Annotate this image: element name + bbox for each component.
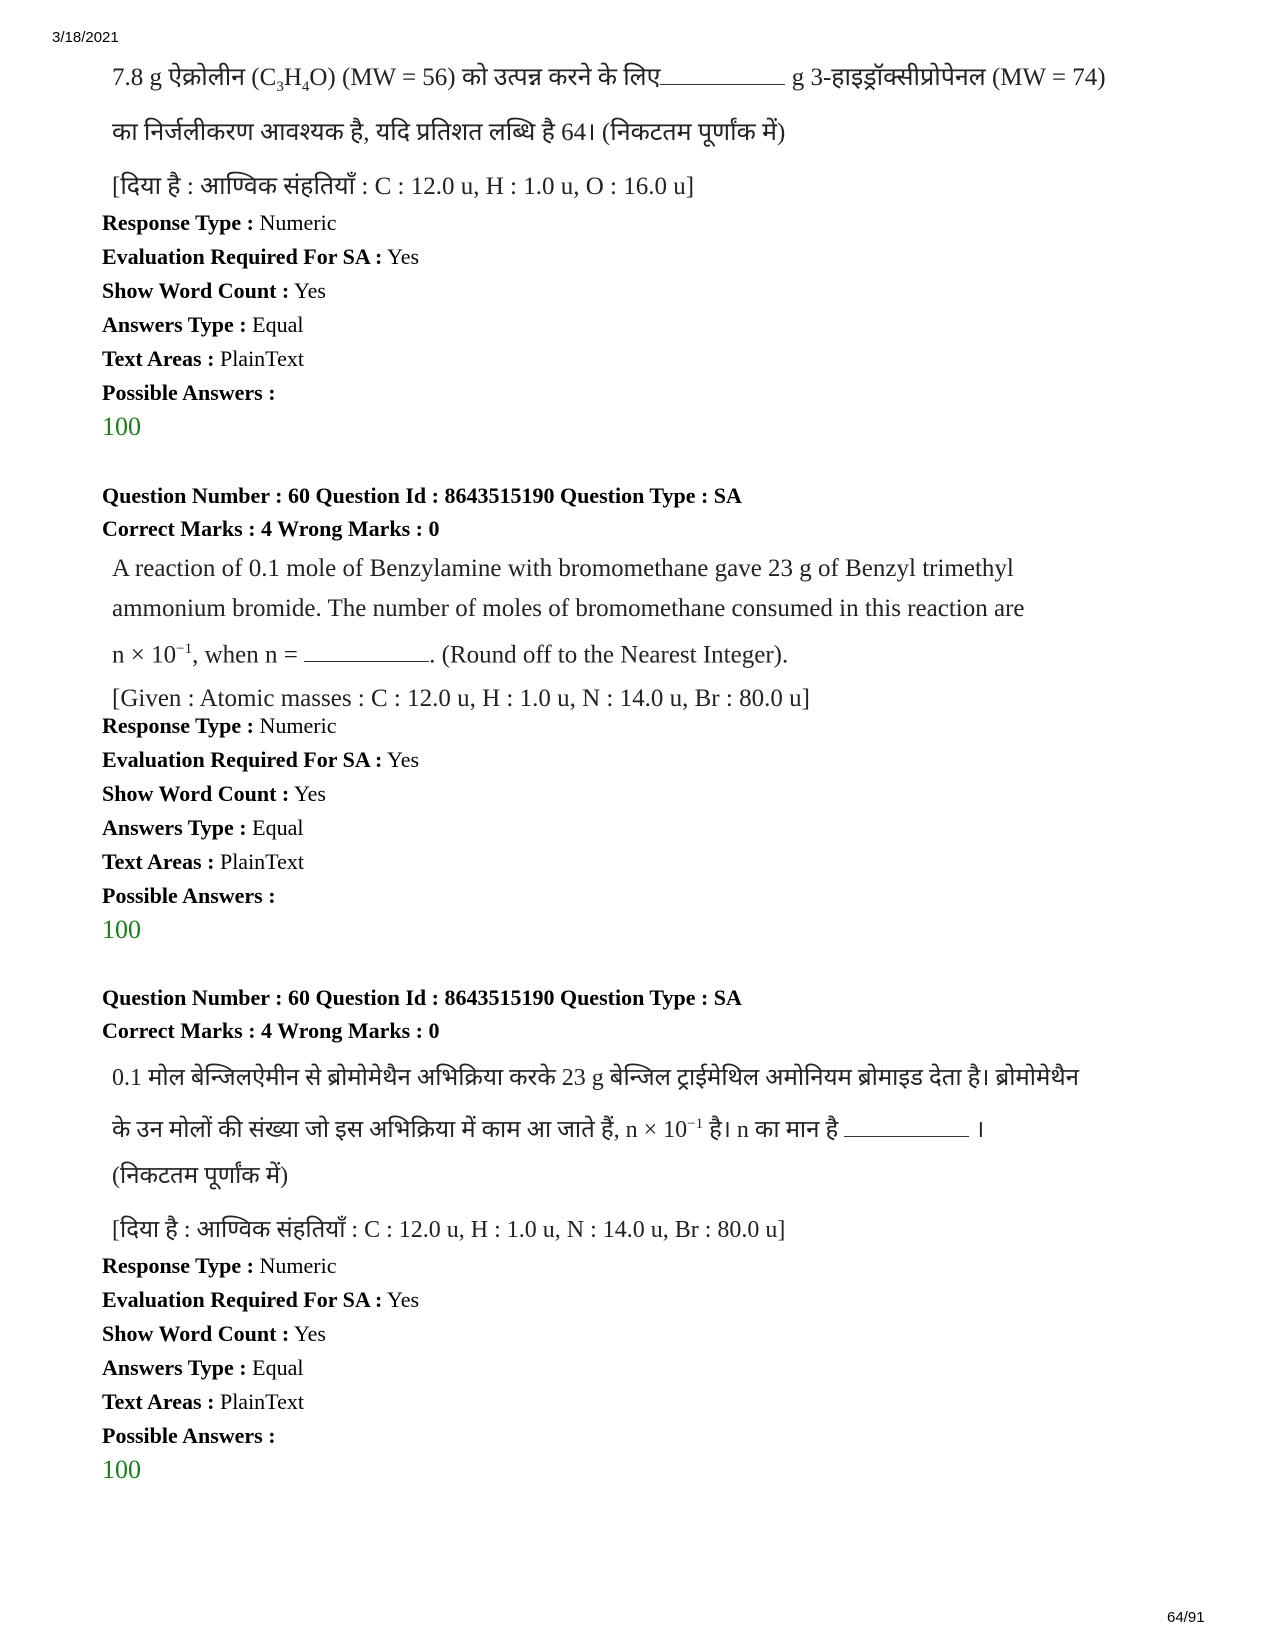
value: Yes xyxy=(293,1321,326,1346)
question-line: A reaction of 0.1 mole of Benzylamine with bromomethane gave 23 g of Benzyl trimethyl xyxy=(112,555,1014,582)
label: Show Word Count : xyxy=(102,781,290,806)
question-meta-1 xyxy=(102,206,419,442)
question-text-part: n × 10 xyxy=(112,641,177,669)
label: Possible Answers : xyxy=(102,883,276,908)
value: Yes xyxy=(387,1287,420,1312)
question-line xyxy=(112,629,1192,675)
given-data: [Given : Atomic masses : C : 12.0 u, H : 1.0 u, N : 14.0 u, Br : 80.0 u] xyxy=(112,685,810,713)
possible-answers-row xyxy=(102,1419,419,1453)
label: Evaluation Required For SA : xyxy=(102,1287,383,1312)
question-header: Question Number : 60 Question Id : 8643515190 Question Type : SA xyxy=(102,985,742,1010)
answer-blank xyxy=(660,64,785,85)
question-text-part: O) (MW = 56) को उत्पन्न करने के लिए xyxy=(309,64,661,91)
possible-answer-value: 100 xyxy=(102,915,141,944)
label: Show Word Count : xyxy=(102,278,290,303)
question-line xyxy=(112,1104,1192,1150)
response-type-row xyxy=(102,1249,419,1283)
superscript: −1 xyxy=(687,1116,704,1132)
question-text-part: के उन मोलों की संख्या जो इस अभिक्रिया में काम आ जाते हैं, n × 10 xyxy=(112,1117,688,1143)
value: PlainText xyxy=(219,849,304,874)
label: Answers Type : xyxy=(102,312,247,337)
value: Yes xyxy=(387,747,420,772)
label: Show Word Count : xyxy=(102,1321,290,1346)
question-line: ammonium bromide. The number of moles of bromomethane consumed in this reaction are xyxy=(112,595,1025,622)
value: PlainText xyxy=(219,346,304,371)
answers-type-row xyxy=(102,308,419,342)
subscript: 4 xyxy=(301,79,310,95)
response-type-row xyxy=(102,206,419,240)
possible-answer-value: 100 xyxy=(102,1455,141,1484)
question-meta-2 xyxy=(102,709,419,945)
evaluation-row xyxy=(102,1283,419,1317)
possible-answers-row xyxy=(102,376,419,410)
question-text-part: , when n = xyxy=(192,641,298,669)
possible-answers-row xyxy=(102,879,419,913)
label: Possible Answers : xyxy=(102,1423,276,1448)
question-text-hindi-1 xyxy=(112,58,1192,207)
answer-blank xyxy=(304,641,429,662)
text-areas-row xyxy=(102,1385,419,1419)
label: Answers Type : xyxy=(102,1355,247,1380)
question-text-english xyxy=(112,549,1192,719)
superscript: −1 xyxy=(176,641,193,657)
label: Text Areas : xyxy=(102,1389,215,1414)
label: Evaluation Required For SA : xyxy=(102,244,383,269)
response-type-row xyxy=(102,709,419,743)
label: Response Type : xyxy=(102,1253,254,1278)
label: Text Areas : xyxy=(102,849,215,874)
label: Possible Answers : xyxy=(102,380,276,405)
value: PlainText xyxy=(219,1389,304,1414)
value: Equal xyxy=(252,815,304,840)
question-text-part: है। n का मान है xyxy=(709,1117,839,1143)
print-date: 3/18/2021 xyxy=(52,29,119,46)
answer-blank xyxy=(844,1116,969,1137)
question-text-part: H xyxy=(283,64,302,91)
value: Yes xyxy=(293,781,326,806)
text-areas-row xyxy=(102,342,419,376)
question-text-part: g 3-हाइड्रॉक्सीप्रोपेनल (MW = 74) xyxy=(791,64,1106,91)
label: Text Areas : xyxy=(102,346,215,371)
question-line: 0.1 मोल बेन्जिलऐमीन से ब्रोमोमेथैन अभिक्रिया करके 23 g बेन्जिल ट्राईमेथिल अमोनियम ब्रोमाइड देता है। ब्रोमोमेथैन xyxy=(112,1065,1079,1091)
answers-type-row xyxy=(102,1351,419,1385)
evaluation-row xyxy=(102,743,419,777)
label: Evaluation Required For SA : xyxy=(102,747,383,772)
word-count-row xyxy=(102,1317,419,1351)
question-meta-3 xyxy=(102,1249,419,1485)
value: Numeric xyxy=(259,713,337,738)
word-count-row xyxy=(102,777,419,811)
value: Yes xyxy=(387,244,420,269)
value: Equal xyxy=(252,1355,304,1380)
text-areas-row xyxy=(102,845,419,879)
value: Numeric xyxy=(259,1253,337,1278)
word-count-row xyxy=(102,274,419,308)
label: Answers Type : xyxy=(102,815,247,840)
question-line: का निर्जलीकरण आवश्यक है, यदि प्रतिशत लब्धि है 64। (निकटतम पूर्णांक में) xyxy=(112,119,786,146)
question-text-part: 7.8 g ऐक्रोलीन (C xyxy=(112,64,277,91)
subscript: 3 xyxy=(276,79,284,95)
answers-type-row xyxy=(102,811,419,845)
evaluation-row xyxy=(102,240,419,274)
value: Yes xyxy=(293,278,326,303)
question-line xyxy=(112,58,1192,107)
marks-header: Correct Marks : 4 Wrong Marks : 0 xyxy=(102,516,440,541)
question-text-hindi-2 xyxy=(112,1058,1192,1250)
label: Response Type : xyxy=(102,210,254,235)
question-text-part: । xyxy=(975,1117,985,1143)
question-text-part: . (Round off to the Nearest Integer). xyxy=(429,641,789,669)
given-data: [दिया है : आण्विक संहतियाँ : C : 12.0 u, H : 1.0 u, N : 14.0 u, Br : 80.0 u] xyxy=(112,1217,786,1243)
marks-header: Correct Marks : 4 Wrong Marks : 0 xyxy=(102,1018,440,1043)
value: Numeric xyxy=(259,210,337,235)
possible-answer-value: 100 xyxy=(102,412,141,441)
question-line: (निकटतम पूर्णांक में) xyxy=(112,1163,289,1189)
page-number: 64/91 xyxy=(1167,1609,1205,1626)
given-data: [दिया है : आण्विक संहतियाँ : C : 12.0 u, H : 1.0 u, O : 16.0 u] xyxy=(112,173,695,200)
question-header: Question Number : 60 Question Id : 8643515190 Question Type : SA xyxy=(102,483,742,508)
value: Equal xyxy=(252,312,304,337)
label: Response Type : xyxy=(102,713,254,738)
